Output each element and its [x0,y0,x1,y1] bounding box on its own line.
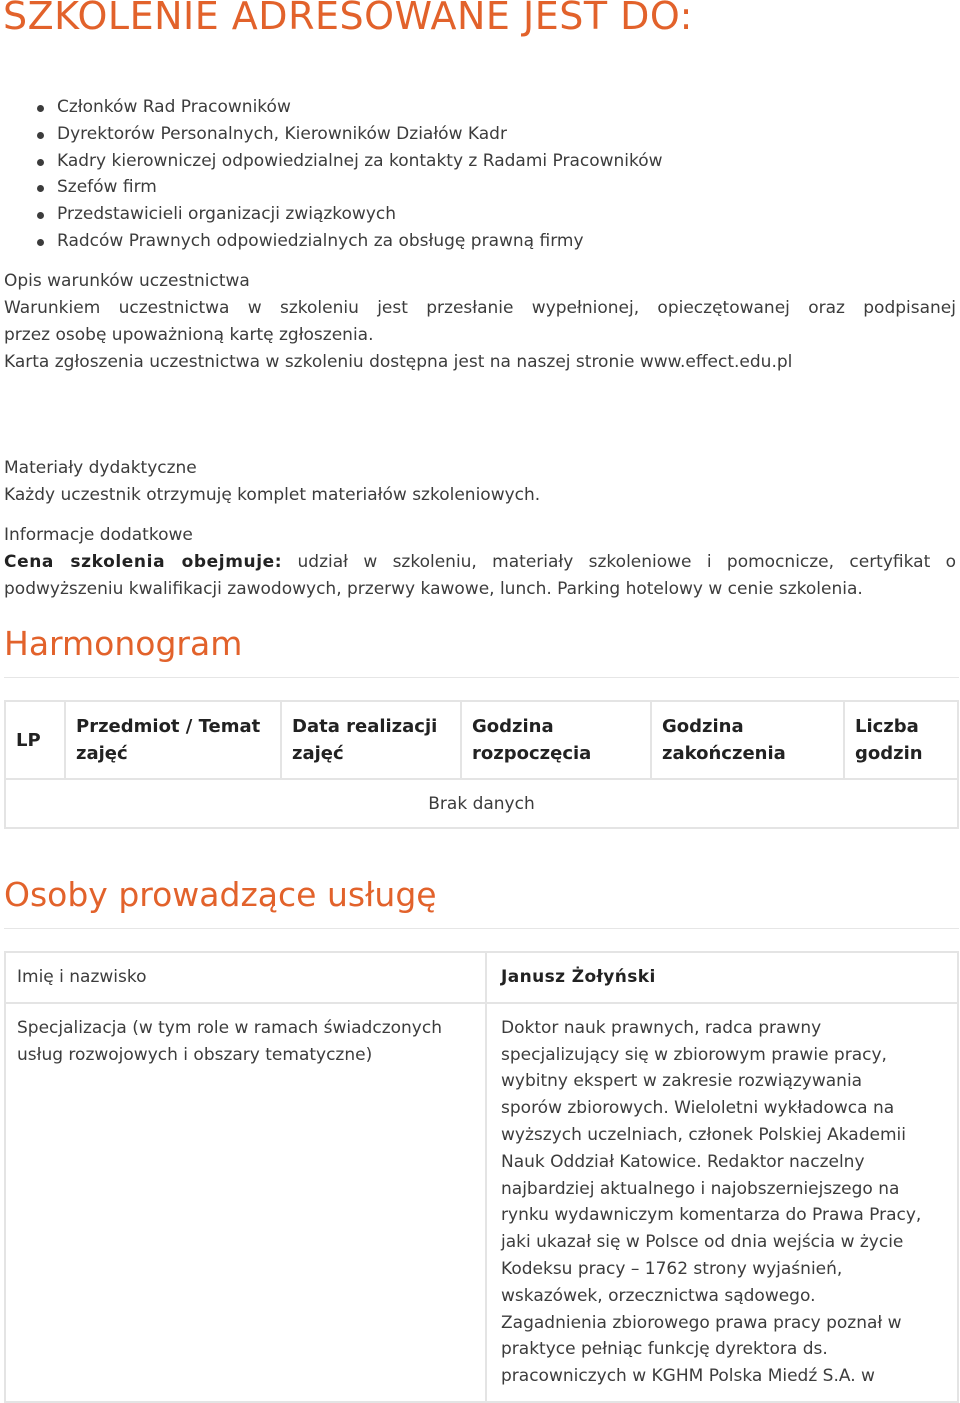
list-item: Szefów firm [57,174,663,201]
audience-list [0,94,663,255]
price-label: Cena szkolenia obejmuje: [4,552,283,572]
page-title: SZKOLENIE ADRESOWANE JEST DO: [3,0,693,38]
column-header: Data realizacji zajęć [281,701,461,779]
bullet-icon [37,105,44,112]
trainers-title: Osoby prowadzące usługę [4,875,437,914]
list-item: Członków Rad Pracowników [57,94,663,121]
column-header: Godzina rozpoczęcia [461,701,651,779]
trainer-name: Janusz Żołyński [486,952,958,1003]
materials-heading: Materiały dydaktyczne [4,458,197,478]
participation-text-line: Warunkiem uczestnictwa w szkoleniu jest przesłanie wypełnionej, opieczętowanej oraz podpisanej [4,298,956,318]
column-header: Liczba godzin [844,701,958,779]
table-row [5,952,958,1003]
schedule-table [4,700,959,829]
bullet-icon [37,212,44,219]
price-text-line: podwyższeniu kwalifikacji zawodowych, przerwy kawowe, lunch. Parking hotelowy w cenie szkolenia. [4,579,863,599]
participation-text-line: przez osobę upoważnioną kartę zgłoszenia. [4,325,374,345]
materials-text: Każdy uczestnik otrzymuję komplet materiałów szkoleniowych. [4,485,541,505]
list-item: Dyrektorów Personalnych, Kierowników Działów Kadr [57,121,663,148]
schedule-title: Harmonogram [4,624,243,663]
bullet-icon [37,132,44,139]
column-header: Godzina zakończenia [651,701,844,779]
table-header-row [5,701,958,779]
list-item: Przedstawicieli organizacji związkowych [57,201,663,228]
bullet-icon [37,185,44,192]
participation-text-line: Karta zgłoszenia uczestnictwa w szkoleniu dostępna jest na naszej stronie www.effect.edu.pl [4,352,793,372]
divider [4,928,959,929]
table-row [5,1003,958,1402]
bullet-icon [37,159,44,166]
list-item: Kadry kierowniczej odpowiedzialnej za kontakty z Radami Pracowników [57,148,663,175]
name-label-cell: Imię i nazwisko [5,952,486,1003]
empty-state-cell: Brak danych [5,779,958,828]
column-header: LP [5,701,65,779]
specialization-text-cell: Doktor nauk prawnych, radca prawny specjalizujący się w zbiorowym prawie pracy, wybitny ekspert w zakresie rozwiązywania sporów zbiorowych. Wieloletni wykładowca na wyższych uczelniach, członek Polskiej Akademii Nauk Oddział Katowice. Redaktor naczelny najbardziej aktualnego i najobszerniejszego na rynku wydawniczym komentarza do Prawa Pracy, jaki ukazał się w Polsce od dnia wejścia w życie Kodeksu pracy – 1762 strony wyjaśnień, wskazówek, orzecznictwa sądowego. Zagadnienia zbiorowego prawa pracy poznał w praktyce pełniąc funkcję dyrektora ds. pracowniczych w KGHM Polska Miedź S.A. w [486,1003,958,1402]
column-header: Przedmiot / Temat zajęć [65,701,281,779]
trainers-table [4,951,959,1403]
additional-heading: Informacje dodatkowe [4,525,193,545]
bullet-icon [37,239,44,246]
table-row [5,779,958,828]
divider [4,677,959,678]
participation-heading: Opis warunków uczestnictwa [4,271,250,291]
price-text-line: Cena szkolenia obejmuje: udział w szkoleniu, materiały szkoleniowe i pomocnicze, certyfikat o [4,552,956,572]
specialization-label-cell: Specjalizacja (w tym role w ramach świadczonych usług rozwojowych i obszary tematyczne) [5,1003,486,1402]
list-item: Radców Prawnych odpowiedzialnych za obsługę prawną firmy [57,228,663,255]
